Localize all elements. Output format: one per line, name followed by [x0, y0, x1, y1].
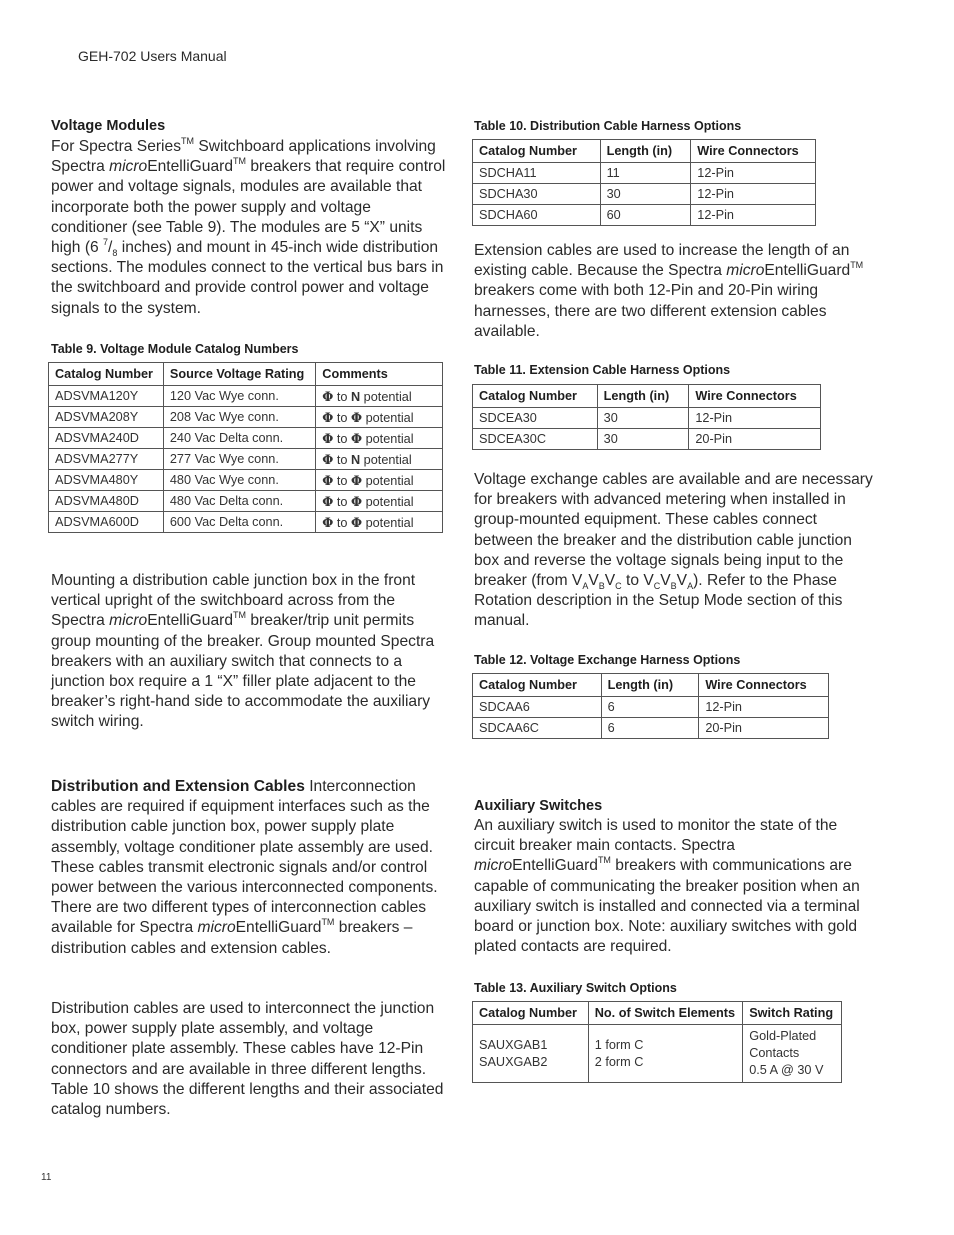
table-row	[473, 205, 816, 226]
table-row	[49, 386, 443, 407]
page-header: GEH-702 Users Manual	[78, 48, 227, 64]
length-cell: 6	[601, 718, 699, 739]
voltage-modules-section	[51, 118, 451, 319]
table11-header-cell: Wire Connectors	[689, 385, 821, 408]
aux-paragraph: An auxiliary switch is used to monitor the state of the circuit breaker main contacts. Spectra microEntelliGuard™ breakers with communications are capable of communicating the breaker position when an auxiliary switch is installed and connected via a terminal board or junction box. Note: auxiliary switches with gold plated contacts are required.	[474, 817, 860, 956]
table11-caption: Table 11. Extension Cable Harness Options	[474, 363, 731, 377]
connector-cell: 12-Pin	[691, 205, 816, 226]
rating-cell: Gold-Plated Contacts 0.5 A @ 30 V	[743, 1025, 842, 1083]
connector-cell: 12-Pin	[689, 408, 821, 429]
table13-header-cell: Switch Rating	[743, 1002, 842, 1025]
table9	[48, 362, 443, 533]
comment-cell: Φ to Φ potential	[316, 428, 443, 449]
catalog-cell: SDCHA30	[473, 184, 601, 205]
table11-header-cell: Catalog Number	[473, 385, 598, 408]
elements-cell: 1 form C 2 form C	[588, 1025, 742, 1083]
catalog-cell: ADSVMA480D	[49, 491, 164, 512]
aux-section	[474, 798, 874, 957]
table10-header-cell: Wire Connectors	[691, 140, 816, 163]
voltage-cell: 208 Vac Wye conn.	[163, 407, 315, 428]
length-cell: 60	[600, 205, 691, 226]
length-cell: 6	[601, 697, 699, 718]
comment-cell: Φ to Φ potential	[316, 407, 443, 428]
table10-caption: Table 10. Distribution Cable Harness Options	[474, 119, 742, 133]
connector-cell: 12-Pin	[699, 697, 829, 718]
table-row	[473, 697, 829, 718]
voltage-modules-heading: Voltage Modules	[51, 118, 166, 134]
table-row	[473, 718, 829, 739]
table-row	[49, 428, 443, 449]
table-row	[473, 184, 816, 205]
extension-paragraph: Extension cables are used to increase the length of an existing cable. Because the Spectra microEntelliGuard™ breakers come with both 12-Pin and 20-Pin wiring harnesses, there are two different extension cables available.	[474, 242, 864, 340]
comment-cell: Φ to Φ potential	[316, 491, 443, 512]
catalog-cell: SDCHA60	[473, 205, 601, 226]
table13	[472, 1001, 842, 1083]
voltage-cell: 480 Vac Wye conn.	[163, 470, 315, 491]
comment-cell: Φ to Φ potential	[316, 470, 443, 491]
table9-header-cell: Comments	[316, 363, 443, 386]
dist-ext-paragraph: Distribution and Extension Cables Interconnection cables are required if equipment interfaces such as the distribution cable junction box, power supply plate assembly, voltage conditioner plate assembly are used. These cables transmit electronic signals and/or control power between the various interconnected components. There are two different types of interconnection cables available for Spectra microEntelliGuard™ breakers – distribution cables and extension cables.	[51, 778, 438, 957]
table12-caption: Table 12. Voltage Exchange Harness Options	[474, 653, 741, 667]
catalog-cell: ADSVMA277Y	[49, 449, 164, 470]
table-row	[473, 408, 821, 429]
table12-header-row	[473, 674, 829, 697]
table12-header-cell: Wire Connectors	[699, 674, 829, 697]
table13-header-cell: No. of Switch Elements	[588, 1002, 742, 1025]
voltage-cell: 240 Vac Delta conn.	[163, 428, 315, 449]
table-row	[49, 512, 443, 533]
table11-header-row	[473, 385, 821, 408]
table9-header-cell: Source Voltage Rating	[163, 363, 315, 386]
page-number: 11	[41, 1172, 52, 1183]
comment-cell: Φ to N potential	[316, 449, 443, 470]
catalog-cell: ADSVMA600D	[49, 512, 164, 533]
comment-cell: Φ to Φ potential	[316, 512, 443, 533]
dist-ext-heading: Distribution and Extension Cables	[51, 778, 305, 795]
voltage-cell: 600 Vac Delta conn.	[163, 512, 315, 533]
comment-cell: Φ to N potential	[316, 386, 443, 407]
table-row	[473, 1025, 842, 1083]
table-row	[473, 163, 816, 184]
table11-header-cell: Length (in)	[597, 385, 689, 408]
length-cell: 30	[597, 408, 689, 429]
table12-header-cell: Length (in)	[601, 674, 699, 697]
table9-header-cell: Catalog Number	[49, 363, 164, 386]
voltage-cell: 120 Vac Wye conn.	[163, 386, 315, 407]
catalog-cell: SDCAA6	[473, 697, 602, 718]
length-cell: 30	[597, 429, 689, 450]
length-cell: 11	[600, 163, 691, 184]
connector-cell: 12-Pin	[691, 163, 816, 184]
voltage-modules-paragraph: For Spectra Series™ Switchboard applications involving Spectra microEntelliGuard™ breakers that require control power and voltage signals, modules are available that incorporate both the power supply and voltage conditioner (see Table 9). The modules are 5 “X” units high (6 $^7/_8$ inches) and mount in 45-inch wide distribution sections. The modules connect to the vertical bus bars in the switchboard and provide control power and voltage signals to the system.	[51, 135, 446, 317]
connector-cell: 12-Pin	[691, 184, 816, 205]
catalog-cell: ADSVMA120Y	[49, 386, 164, 407]
catalog-cell: SDCAA6C	[473, 718, 602, 739]
table12-header-cell: Catalog Number	[473, 674, 602, 697]
table-row	[49, 449, 443, 470]
table10	[472, 139, 816, 226]
table12	[472, 673, 829, 739]
connector-cell: 20-Pin	[699, 718, 829, 739]
table9-header-row	[49, 363, 443, 386]
voltage-cell: 277 Vac Wye conn.	[163, 449, 315, 470]
table-row	[49, 407, 443, 428]
distribution-cables-paragraph: Distribution cables are used to interconnect the junction box, power supply plate assembly, and voltage conditioner plate assembly. These cables have 12-Pin connectors and are available in three different lengths. Table 10 shows the different lengths and their associated catalog numbers.	[51, 1000, 444, 1119]
catalog-cell: SAUXGAB1 SAUXGAB2	[473, 1025, 589, 1083]
mounting-paragraph: Mounting a distribution cable junction box in the front vertical upright of the switchboard across from the Spectra microEntelliGuard™ breaker/trip unit permits group mounting of the breaker. Group mounted Spectra breakers with an auxiliary switch that connects to a junction box require a 1 “X” filler plate adjacent to the breaker’s right-hand side to accommodate the auxiliary switch wiring.	[51, 572, 435, 731]
catalog-cell: ADSVMA480Y	[49, 470, 164, 491]
table-row	[49, 470, 443, 491]
voltage-cell: 480 Vac Delta conn.	[163, 491, 315, 512]
table10-header-cell: Length (in)	[600, 140, 691, 163]
table9-caption: Table 9. Voltage Module Catalog Numbers	[51, 342, 299, 356]
catalog-cell: SDCEA30	[473, 408, 598, 429]
table13-header-row	[473, 1002, 842, 1025]
table10-header-cell: Catalog Number	[473, 140, 601, 163]
length-cell: 30	[600, 184, 691, 205]
catalog-cell: SDCEA30C	[473, 429, 598, 450]
table11	[472, 384, 821, 450]
table-row	[473, 429, 821, 450]
catalog-cell: ADSVMA240D	[49, 428, 164, 449]
aux-heading: Auxiliary Switches	[474, 798, 603, 814]
table10-header-row	[473, 140, 816, 163]
table13-header-cell: Catalog Number	[473, 1002, 589, 1025]
catalog-cell: ADSVMA208Y	[49, 407, 164, 428]
catalog-cell: SDCHA11	[473, 163, 601, 184]
connector-cell: 20-Pin	[689, 429, 821, 450]
table13-caption: Table 13. Auxiliary Switch Options	[474, 981, 677, 995]
voltage-exchange-paragraph: Voltage exchange cables are available and are necessary for breakers with advanced metering when installed in group-mounted equipment. These cables connect between the breaker and the distribution cable junction box and reverse the voltage signals being input to the breaker (from $V_AV_BV_C$ to $V_CV_BV_A$). Refer to the Phase Rotation description in the Setup Mode section of this manual.	[474, 471, 873, 630]
table-row	[49, 491, 443, 512]
